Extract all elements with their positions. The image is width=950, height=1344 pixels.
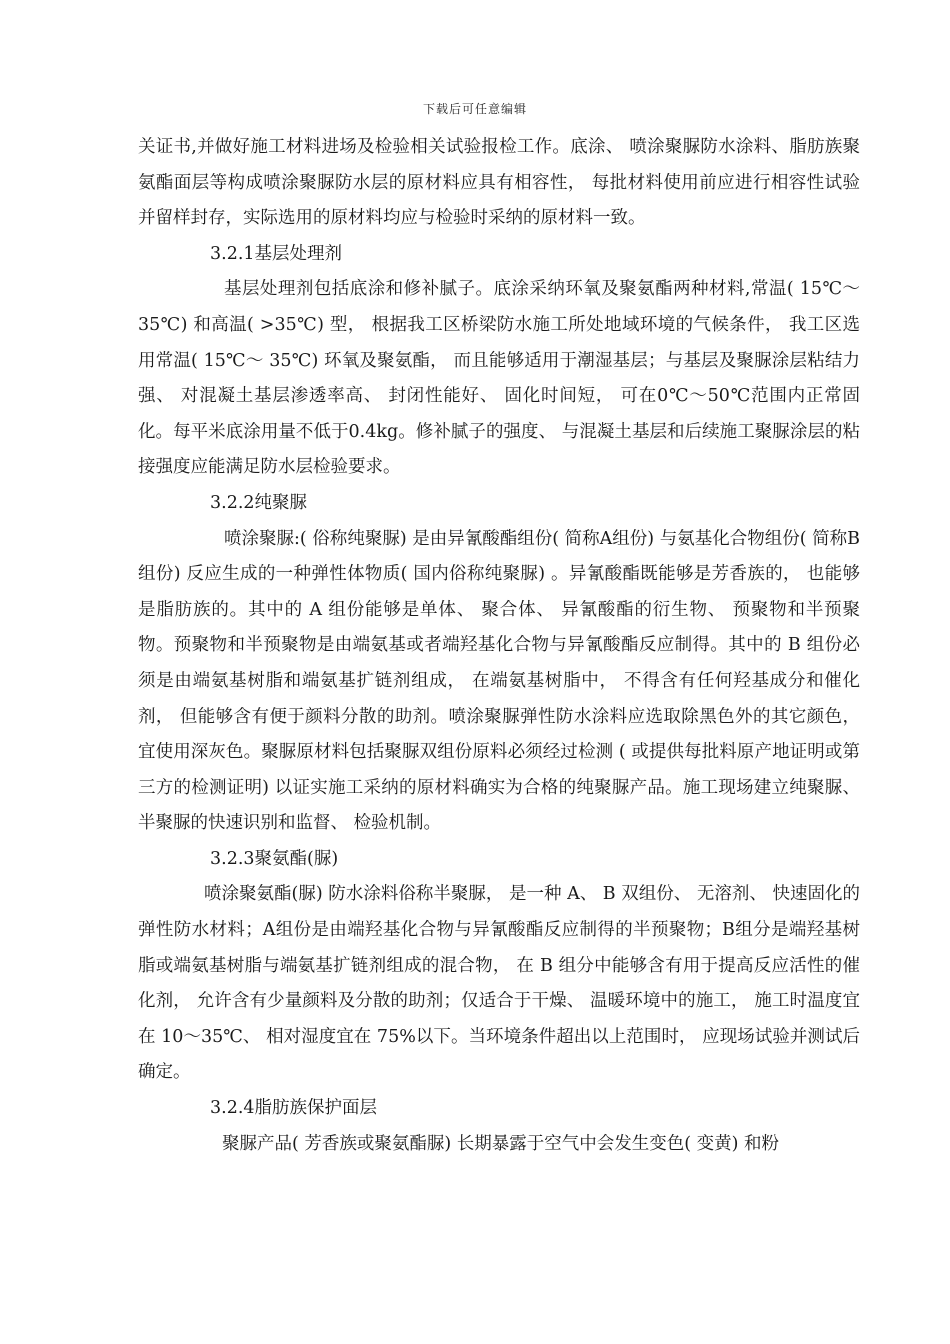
section-heading-3-2-1: 3.2.1基层处理剂 [210, 243, 343, 264]
paragraph-polyurethane-urea: 喷涂聚氨酯(脲) 防水涂料俗称半聚脲， 是一种 A、 B 双组份、 无溶剂、 快速固化的弹性防水材料；A组份是由端羟基化合物与异氰酸酯反应制得的半预聚物；B组分是端羟基树脂或端氨基树脂与端氨基扩链剂组成的混合物， 在 B 组分中能够含有用于提高反应活性的催化剂， 允许含有少量颜料及分散的助剂；仅适合于干燥、 温暖环境中的施工， 施工时温度宜在 10～35℃、 相对湿度宜在 75%以下。当环境条件超出以上范围时， 应现场试验并测试后确定。 [138, 884, 860, 1083]
paragraph-pure-polyurea: 喷涂聚脲:( 俗称纯聚脲) 是由异氰酸酯组份( 简称A组份) 与氨基化合物组份( 简称B组份) 反应生成的一种弹性体物质( 国内俗称纯聚脲) 。异氰酸酯既能够是芳香族的， 也能够是脂肪族的。其中的 A 组份能够是单体、 聚合体、 异氰酸酯的衍生物、 预聚物和半预聚物。预聚物和半预聚物是由端氨基或者端羟基化合物与异氰酸酯反应制得。其中的 B 组份必须是由端氨基树脂和端氨基扩链剂组成， 在端氨基树脂中， 不得含有任何羟基成分和催化剂， 但能够含有便于颜料分散的助剂。喷涂聚脲弹性防水涂料应选取除黑色外的其它颜色， 宜使用深灰色。聚脲原材料包括聚脲双组份原料必须经过检测 ( 或提供每批料原产地证明或第三方的检测证明) 以证实施工采纳的原材料确实为合格的纯聚脲产品。施工现场建立纯聚脲、 半聚脲的快速识别和监督、 检验机制。 [138, 528, 860, 834]
document-body [138, 130, 860, 1162]
page-header-note: 下载后可任意编辑 [422, 102, 527, 116]
section-heading-3-2-4: 3.2.4脂肪族保护面层 [210, 1098, 378, 1119]
section-heading-3-2-3: 3.2.3聚氨酯(脲) [210, 848, 339, 869]
paragraph-base-treatment: 基层处理剂包括底涂和修补腻子。底涂采纳环氧及聚氨酯两种材料,常温( 15℃～ 35℃) 和高温( >35℃) 型， 根据我工区桥梁防水施工所处地域环境的气候条件， 我工区选用常温( 15℃～ 35℃) 环氧及聚氨酯， 而且能够适用于潮湿基层；与基层及聚脲涂层粘结力强、 对混凝土基层渗透率高、 封闭性能好、 固化时间短， 可在0℃～50℃范围内正常固化。每平米底涂用量不低于0.4kg。修补腻子的强度、 与混凝土基层和后续施工聚脲涂层的粘接强度应能满足防水层检验要求。 [138, 279, 860, 478]
section-heading-3-2-2: 3.2.2纯聚脲 [210, 492, 308, 513]
paragraph-aliphatic-topcoat: 聚脲产品( 芳香族或聚氨酯脲) 长期暴露于空气中会发生变色( 变黄) 和粉 [222, 1133, 780, 1154]
paragraph-intro: 关证书,并做好施工材料进场及检验相关试验报检工作。底涂、 喷涂聚脲防水涂料、脂肪族聚氨酯面层等构成喷涂聚脲防水层的原材料应具有相容性， 每批材料使用前应进行相容性试验并留样封存，实际选用的原材料均应与检验时采纳的原材料一致。 [138, 137, 860, 229]
